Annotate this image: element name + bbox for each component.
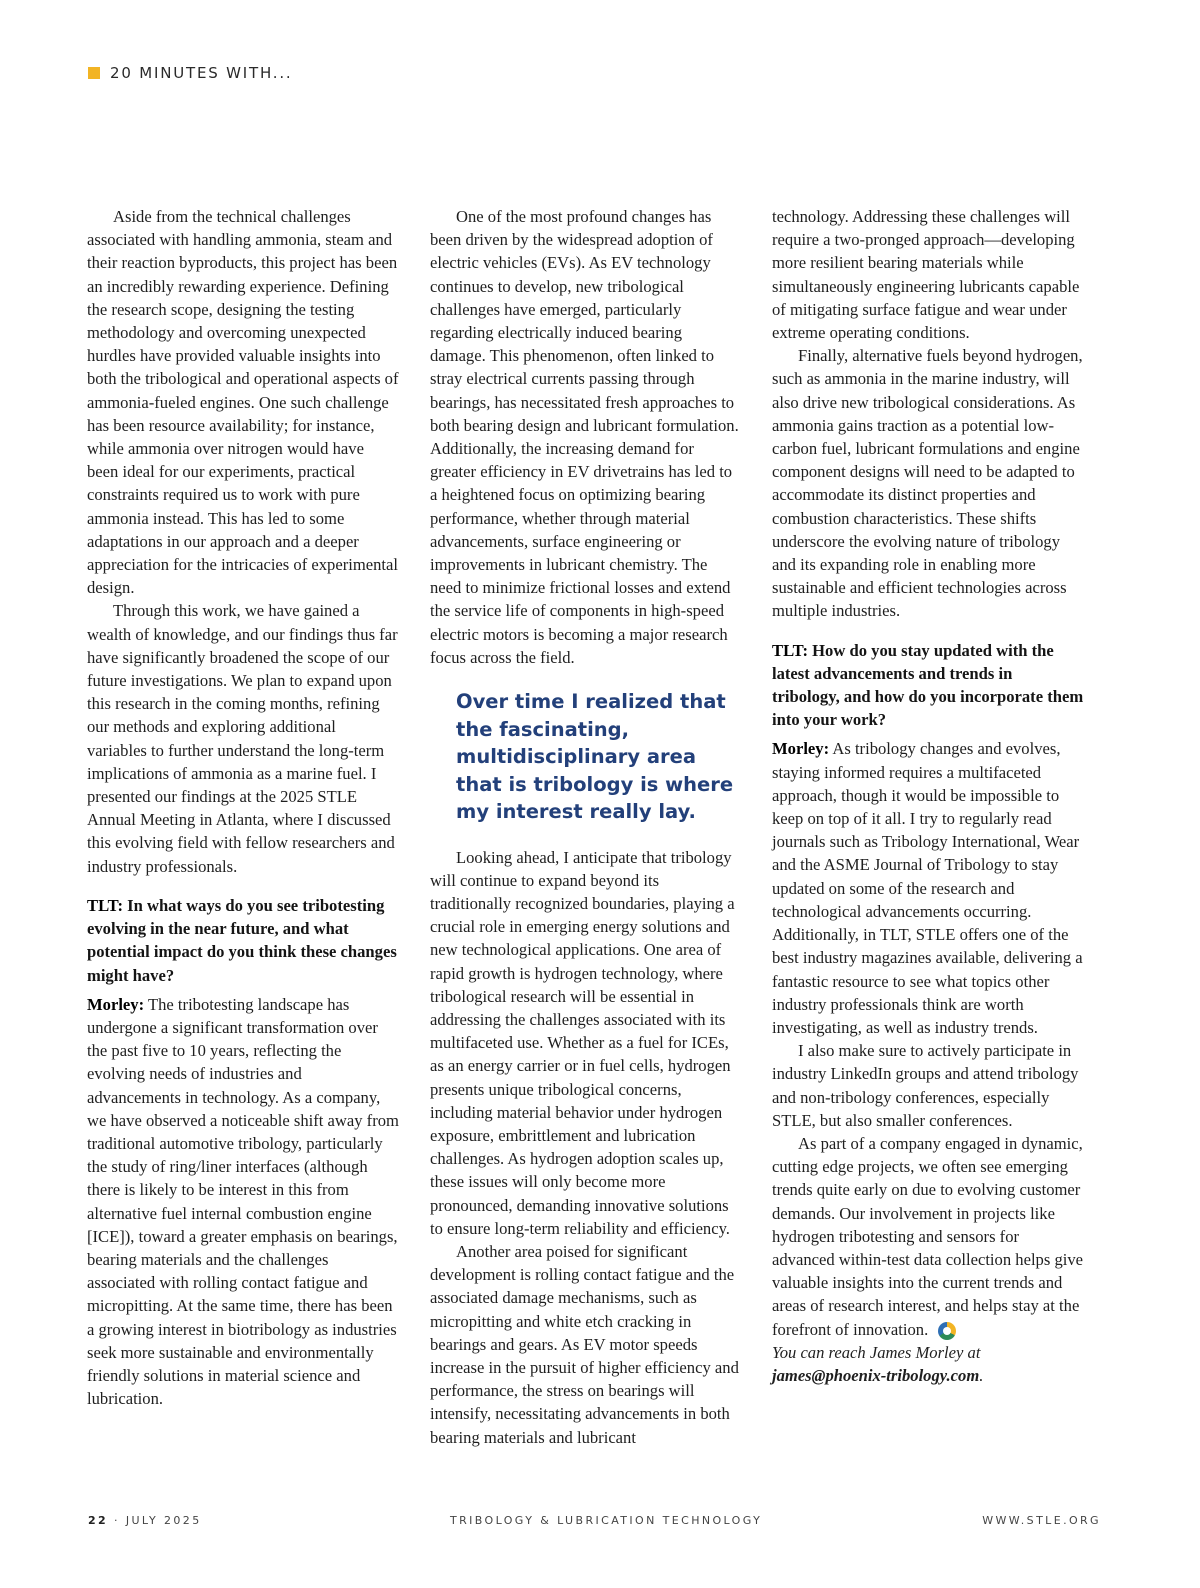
answer-text: As tribology changes and evolves, staying informed requires a multifaceted approach, though it would be impossible to keep on top of it all. I try to regularly read journals such as Tribology International, Wear and the ASME Journal of Tribology to stay updated on some of the research and technological advancements occurring. Additionally, in TLT, STLE offers one of the best industry magazines available, delivering a fantastic resource to see what topics other industry professionals think are worth investigating, as well as industry trends. [772, 739, 1083, 1037]
answer-label: Morley: [772, 739, 830, 759]
pull-quote: Over time I realized that the fascinating, multidisciplinary area that is tribology is where my interest really lay. [456, 690, 734, 824]
publication-name: TRIBOLOGY & LUBRICATION TECHNOLOGY [450, 1514, 763, 1527]
contact-note [772, 1341, 1084, 1387]
paragraph: Finally, alternative fuels beyond hydrogen, such as ammonia in the marine industry, will also drive new tribological considerations. As ammonia gains traction as a potential low-carbon fuel, lubricant formulations and engine component designs will need to be adapted to accommodate its distinct properties and combustion characteristics. These shifts underscore the evolving nature of tribology and its expanding role in enabling more sustainable and efficient technologies across multiple industries. [772, 346, 1083, 621]
contact-end: . [979, 1365, 984, 1385]
paragraph-text: As part of a company engaged in dynamic, cutting edge projects, we often see emerging trends quite early on due to evolving customer demands. Our involvement in projects like hydrogen tribotesting and sensors for advanced within-test data collection helps give valuable insights into the current trends and areas of research interest, and helps stay at the forefront of innovation. [772, 1133, 1084, 1339]
interview-question [772, 639, 1084, 732]
footer-separator: · [114, 1514, 120, 1527]
paragraph: Another area poised for significant development is rolling contact fatigue and the associated damage mechanisms, such as micropitting and white etch cracking in bearings and gears. As EV motor speeds increase in the pursuit of higher efficiency and performance, the stress on bearings will intensify, necessitating advancements in both bearing materials and lubricant [430, 1242, 739, 1447]
paragraph: Looking ahead, I anticipate that tribology will continue to expand beyond its traditionally recognized boundaries, playing a crucial role in emerging energy solutions and new technological applications. One area of rapid growth is hydrogen technology, where tribological research will be essential in addressing the challenges associated with its multifaceted use. Whether as a fuel for ICEs, as an energy carrier or in fuel cells, hydrogen presents unique tribological concerns, including material behavior under hydrogen exposure, embrittlement and lubrication challenges. As hydrogen adoption scales up, these issues will only become more pronounced, demanding innovative solutions to ensure long-term reliability and efficiency. [430, 847, 735, 1238]
section-square-icon [88, 67, 100, 79]
question-label: TLT: [87, 895, 123, 915]
paragraph: Through this work, we have gained a wealth of knowledge, and our findings thus far have significantly broadened the scope of our future investigations. We plan to expand upon this research in the coming months, refining our methods and exploring additional variables to further understand the long-term implications of ammonia as a marine fuel. I presented our findings at the 2025 STLE Annual Meeting in Atlanta, where I discussed this evolving field with fellow researchers and industry professionals. [87, 601, 398, 876]
contact-text: You can reach James Morley at [772, 1342, 981, 1362]
answer-label: Morley: [87, 994, 145, 1014]
paragraph: technology. Addressing these challenges will require a two-pronged approach—developing more resilient bearing materials while simultaneously engineering lubricants capable of mitigating surface fatigue and wear under extreme operating conditions. [772, 207, 1080, 343]
column-1 [87, 205, 399, 1410]
footer-left [88, 1514, 202, 1527]
section-header [88, 64, 293, 82]
column-2 [430, 205, 740, 1449]
question-text: In what ways do you see tribotesting evolving in the near future, and what potential impact do you think these changes might have? [87, 895, 397, 985]
interview-answer [87, 993, 399, 1411]
paragraph: I also make sure to actively participate in industry LinkedIn groups and attend tribology and non-tribology conferences, especially STLE, but also smaller conferences. [772, 1041, 1079, 1130]
question-label: TLT: [772, 640, 808, 660]
question-text: How do you stay updated with the latest advancements and trends in tribology, and how do you incorporate them into your work? [772, 640, 1084, 730]
stle-logo-end-icon [938, 1322, 956, 1340]
paragraph-final [772, 1132, 1084, 1341]
interview-answer [772, 737, 1084, 1039]
paragraph: Aside from the technical challenges associated with handling ammonia, steam and their reaction byproducts, this project has been an incredibly rewarding experience. Defining the research scope, designing the testing methodology and overcoming unexpected hurdles have provided valuable insights into both the tribological and operational aspects of ammonia-fueled engines. One such challenge has been resource availability; for instance, while ammonia over nitrogen would have been ideal for our experiments, practical constraints required us to work with pure ammonia instead. This has led to some adaptations in our approach and a deeper appreciation for the intricacies of experimental design. [87, 207, 399, 598]
column-3 [772, 205, 1084, 1387]
paragraph: One of the most profound changes has been driven by the widespread adoption of electric vehicles (EVs). As EV technology continues to develop, new tribological challenges have emerged, particularly regarding electrically induced bearing damage. This phenomenon, often linked to stray electrical currents passing through bearings, has necessitated fresh approaches to both bearing design and lubricant formulation. Additionally, the increasing demand for greater efficiency in EV drivetrains has led to a heightened focus on optimizing bearing performance, whether through material advancements, surface engineering or improvements in lubricant chemistry. The need to minimize frictional losses and extend the service life of components in high-speed electric motors is becoming a major research focus across the field. [430, 207, 739, 667]
website-link[interactable]: WWW.STLE.ORG [982, 1514, 1101, 1527]
contact-email[interactable]: james@phoenix-tribology.com [772, 1365, 980, 1385]
section-title: 20 MINUTES WITH... [110, 64, 293, 82]
interview-question [87, 894, 399, 987]
page-number: 22 [88, 1514, 109, 1527]
issue-date: JULY 2025 [125, 1514, 202, 1527]
answer-text: The tribotesting landscape has undergone a significant transformation over the past five to 10 years, reflecting the evolving needs of industries and advancements in technology. As a company, we have observed a noticeable shift away from traditional automotive tribology, particularly the study of ring/liner interfaces (although there is likely to be interest in this from alternative fuel internal combustion engine [ICE]), toward a greater emphasis on bearings, bearing materials and the challenges associated with rolling contact fatigue and micropitting. At the same time, there has been a growing interest in biotribology as industries seek more sustainable and environmentally friendly solutions in material science and lubrication. [87, 994, 399, 1409]
page-footer [88, 1514, 1101, 1530]
